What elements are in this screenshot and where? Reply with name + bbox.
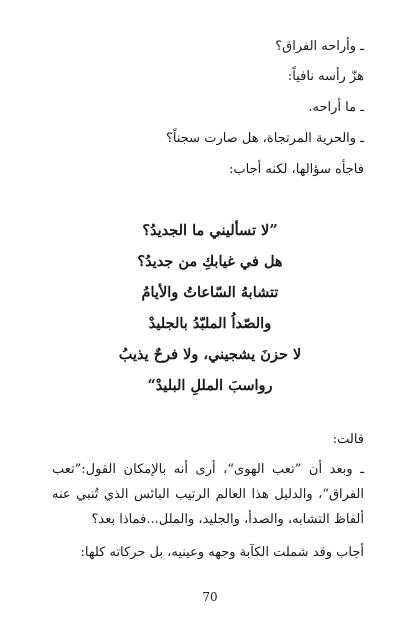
page-number: 70: [202, 590, 218, 604]
closing-line: أجاب وقد شملت الكآبة وجهه وعينيه، بل حركاته كلها:: [80, 545, 364, 560]
dialogue-line: ـ والحرية المرتجاة، هل صارت سجناً؟: [166, 131, 364, 146]
dialogue-line: هزّ رأسه نافياً:: [287, 69, 364, 84]
dialogue-line: فاجأه سؤالها، لكنه أجاب:: [229, 162, 364, 177]
body-paragraph: ـ وبعد أن ”تعب الهوى“، أرى أنه بالإمكان القول:”تعب الفراق“، والدليل هذا العالم الرتيب البائس الذي تُنبي عنه ألفاظ التشابه، والصدأ، والجليد، والملل...فماذا بعد؟: [52, 462, 364, 527]
poem-verse: رواسبَ المللِ البليدْ“: [147, 377, 273, 394]
poem-verse: هل في غيابكِ من جديدُ؟: [137, 253, 283, 270]
poem-verse: لا حزنَ يشجيني، ولا فرحٌ يذيبُ: [118, 346, 302, 363]
poem-verse: والصّداُ الملبّدُ بالجليدْ: [148, 315, 272, 332]
dialogue-line: ـ ما أراحه.: [308, 100, 364, 115]
dialogue-line: ـ وأراحه الفراق؟: [275, 39, 364, 54]
said-line: قالت:: [332, 432, 364, 447]
poem-verse: ”لا تسأليني ما الجديدُ؟: [142, 222, 278, 239]
poem-verse: تتشابهُ السّاعاتُ والأيامُ: [141, 284, 279, 301]
